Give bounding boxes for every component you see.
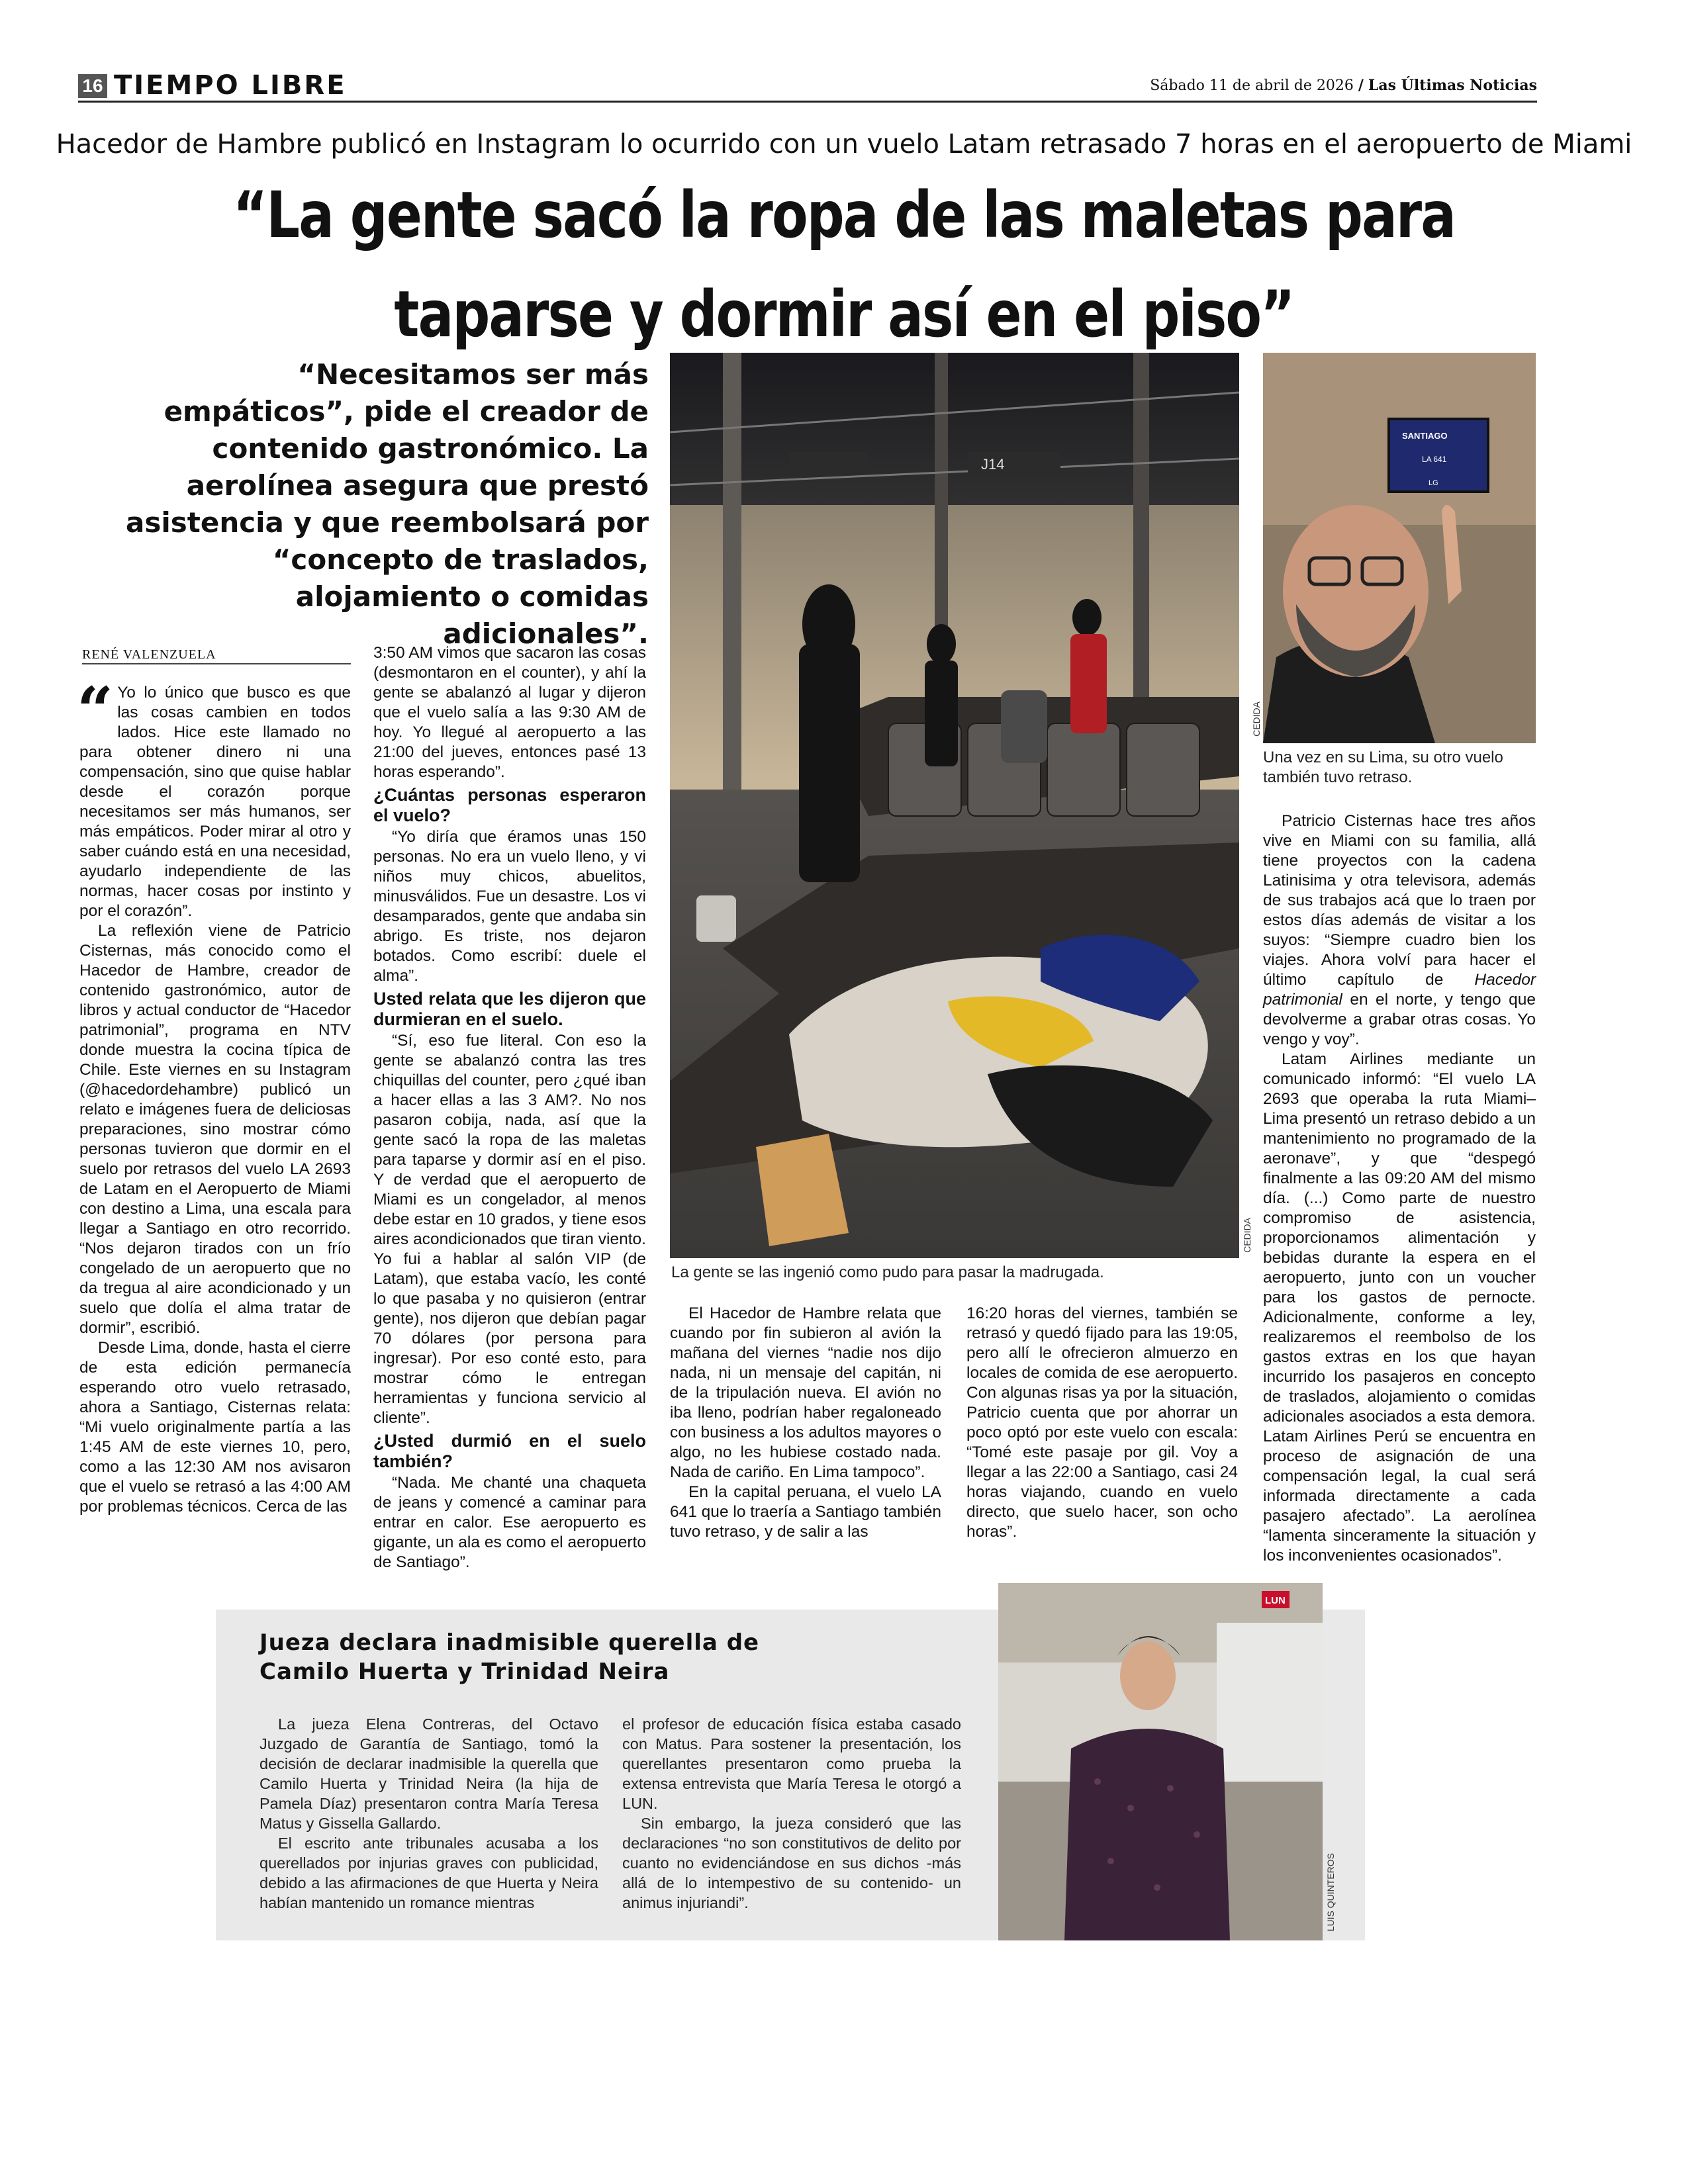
column2-paragraph-4: “Nada. Me chanté una chaqueta de jeans y comencé a caminar para entrar en calor. Ese aeropuerto es gigante, un ala es como el aeropuerto de Santiago”.: [373, 1474, 646, 1571]
column5-p1-end: en el norte, y tengo que devolverme a grabar otras cosas. Yo vengo y voy”.: [1263, 991, 1536, 1048]
article-column-3: [670, 1304, 941, 1542]
article-headline: [104, 165, 1584, 364]
screen-brand: LG: [1429, 479, 1438, 487]
opening-quote-mark: “: [77, 673, 114, 748]
lun-logo: LUN: [1265, 1595, 1286, 1606]
sidebar-title-line-1: Jueza declara inadmisible querella de: [259, 1629, 760, 1656]
article-column-5: [1263, 811, 1536, 1566]
airport-scene: [670, 353, 1239, 1258]
issue-date: Sábado 11 de abril de 2026: [1150, 77, 1354, 94]
sidebar-title-line-2: Camilo Huerta y Trinidad Neira: [259, 1659, 670, 1685]
column2-paragraph-2: “Yo diría que éramos unas 150 personas. No era un vuelo lleno, y vi niños muy chicos, abuelitos, minusválidos. Fue un desastre. Los vi desamparados, gente que andaba sin abrigo. Es triste, nos dejaron botados. Como escribí: duele el alma”.: [373, 828, 646, 985]
selfie-photo-credit: CEDIDA: [1251, 702, 1262, 737]
sidebar-photo: [998, 1583, 1323, 1940]
column3-paragraph-1: El Hacedor de Hambre relata que cuando por fin subieron al avión la mañana del viernes “nadie nos dijo nada, ni un mensaje del capitán, ni de la tripulación nueva. El avión no iba lleno, podrían haber regaloneado con business a los adultos mayores o algo, no les hubiese costado nada. Nada de cariño. En Lima tampoco”.: [670, 1304, 941, 1481]
column3-paragraph-2: En la capital peruana, el vuelo LA 641 que lo traería a Santiago también tuvo retraso, y de salir a las: [670, 1483, 941, 1541]
column5-p1-text: Patricio Cisternas hace tres años vive en Miami con su familia, allá tiene proyectos con la cadena Latinisima y otra televisora, además de sus trabajos acá que lo traen por estos días además de visitar a los suyos: “Siempre cuadro bien los viajes. Ahora volví para hacer el último capítulo de: [1263, 812, 1536, 989]
airport-photo: [670, 353, 1239, 1258]
sidebar-paragraph-1: La jueza Elena Contreras, del Octavo Juzgado de Garantía de Santiago, tomó la decisión de declarar inadmisible la querella que Camilo Huerta y Trinidad Neira (la hija de Pamela Díaz) presentaron contra María Teresa Matus y Gissella Gallardo.: [259, 1715, 598, 1832]
dateline-separator: /: [1358, 77, 1364, 94]
article-column-4: [966, 1304, 1238, 1542]
sidebar-scene: [998, 1583, 1323, 1940]
airport-photo-caption: La gente se las ingenió como pudo para pasar la madrugada.: [671, 1263, 1104, 1281]
column2-paragraph-3: “Sí, eso fue literal. Con eso la gente se abalanzó contra las tres chiquillas del counter, pero ¿qué iban a hacer ellas a las 3 AM?. No nos pasaron cobija, nada, así que la gente sacó la ropa de las maletas para taparse y dormir así en el piso. Y de verdad que el aeropuerto de Miami es un congelador, al menos debe estar en 10 grados, y tiene esos aires acondicionados que tiran viento. Yo fui a hablar al salón VIP (de Latam), que estaba vacío, les conté lo que pasaba y no quisieron (entrar gente), nos dijeron que debían pagar 70 dólares (por persona para ingresar). Por eso conté esto, para mostrar cómo le entregan herramientas y funciona servicio al cliente”.: [373, 1032, 646, 1427]
column1-p1-text: Yo lo único que busco es que las cosas cambien en todos lados. Hice este llamado no para obtener dinero ni una compensación, sino que quise hablar desde el corazón porque necesitamos ser más humanos, ser más empáticos. Poder mirar al otro y saber cuándo está en una necesidad, ayudarlo independiente de las normas, hacer cosas por instinto y por el corazón”.: [79, 684, 351, 920]
article-column-1: [77, 673, 351, 1517]
byline-rule: [82, 663, 351, 664]
question-3: ¿Usted durmió en el suelo también?: [373, 1431, 646, 1471]
newspaper-name: Las Últimas Noticias: [1368, 77, 1537, 94]
headline-line-1: “La gente sacó la ropa de las maletas para: [233, 178, 1455, 252]
gate-sign: J14: [981, 456, 1005, 473]
program-title: Hacedor patrimonial: [1263, 971, 1536, 1009]
article-deck: “Necesitamos ser más empáticos”, pide el creador de contenido gastronómico. La aerolínea asegura que prestó asistencia y que reembolsará por “concepto de traslados, alojamiento o comidas adicionales”.: [126, 358, 649, 650]
article-column-2: [373, 643, 646, 1572]
dateline: [1150, 77, 1537, 94]
sidebar-paragraph-4: Sin embargo, la jueza consideró que las declaraciones “no son constitutivos de delito por cuanto no evidenciándose en sus dichos -más allá de lo intempestivo de su contenido- un animus injuriandi”.: [622, 1815, 961, 1911]
column5-paragraph-2: Latam Airlines mediante un comunicado informó: “El vuelo LA 2693 que operaba la ruta Miami–Lima presentó un retraso debido a un mantenimiento no programado de la aeronave”, y que “despegó finalmente a las 09:20 AM del mismo día. (...) Como parte de nuestro compromiso de asistencia, proporcionamos alimentación y bebidas durante la espera en el aeropuerto, junto con un voucher para los gastos de pernocte. Adicionalmente, conforme a ley, realizaremos el reembolso de los gastos extras en los que hayan incurrido los pasajeros en concepto de traslados, alojamiento o comidas adicionales asociados a esta demora. Latam Airlines Perú se encuentra en proceso de asignación de una compensación legal, la cual será informada directamente a cada pasajero afectado”. La aerolínea “lamenta sinceramente la situación y los inconvenientes ocasionados”.: [1263, 1050, 1536, 1565]
selfie-photo-caption: Una vez en su Lima, su otro vuelo también tuvo retraso.: [1263, 749, 1503, 786]
page-number: 16: [78, 74, 107, 98]
sidebar-paragraph-2: El escrito ante tribunales acusaba a los querellados por injurias graves con publicidad, debido a las afirmaciones de que Huerta y Neira habían mantenido un romance mientras: [259, 1835, 598, 1911]
sidebar-paragraph-3: el profesor de educación física estaba casado con Matus. Para sostener la presentación, los querellantes presentaron como prueba la extensa entrevista que María Teresa le otorgó a LUN.: [622, 1715, 961, 1812]
column2-paragraph-1: 3:50 AM vimos que sacaron las cosas (desmontaron en el counter), y ahí la gente se abalanzó al lugar y dijeron que el vuelo salía a las 9:30 AM de hoy. Yo llegué al aeropuerto a las 21:00 del jueves, entonces pasé 13 horas esperando”.: [373, 644, 646, 781]
header-rule: [78, 101, 1537, 103]
selfie-scene: [1263, 353, 1536, 743]
byline: RENÉ VALENZUELA: [82, 647, 216, 662]
section-title: TIEMPO LIBRE: [114, 70, 347, 101]
column5-paragraph-1: [1263, 811, 1536, 1050]
column4-paragraph-1: 16:20 horas del viernes, también se retrasó y quedó fijado para las 19:05, pero allí le ofrecieron almuerzo en locales de comida de ese aeropuerto. Con algunas risas ya por la situación, Patricio cuenta que por ahorrar un poco optó por este vuelo con escala: “Tomé este pasaje por gil. Voy a llegar a las 22:00 a Santiago, casi 24 horas viajando, cuando en vuelo directo, que suelo hacer, son ocho horas”.: [966, 1304, 1238, 1541]
screen-destination: SANTIAGO: [1402, 431, 1448, 441]
sidebar-title: [259, 1628, 759, 1686]
column1-paragraph-2: La reflexión viene de Patricio Cisternas, más conocido como el Hacedor de Hambre, creador de contenido gastronómico, autor de libros y actual conductor de “Hacedor patrimonial”, programa en NTV donde muestra la cocina típica de Chile. Este viernes en su Instagram (@hacedordehambre) publicó un relato e imágenes fuera de deliciosas preparaciones, sino mostrar cómo personas tuvieron que dormir en el suelo por retrasos del vuelo LA 2693 de Latam en el Aeropuerto de Miami con destino a Lima, una escala para llegar a Santiago en otro recorrido. “Nos dejaron tirados con un frío congelado de un aeropuerto que no da tregua al aire acondicionado y un suelo que dolía el alma tratar de dormir”, escribió.: [79, 922, 351, 1337]
question-1: ¿Cuántas personas esperaron el vuelo?: [373, 785, 646, 825]
sidebar-column-1: [259, 1714, 598, 1913]
article-kicker: Hacedor de Hambre publicó en Instagram lo ocurrido con un vuelo Latam retrasado 7 horas en el aeropuerto de Miami: [56, 129, 1632, 159]
sidebar-column-2: [622, 1714, 961, 1913]
airport-photo-credit: CEDIDA: [1242, 1218, 1252, 1253]
column1-paragraph-1: [77, 673, 351, 921]
column1-paragraph-3: Desde Lima, donde, hasta el cierre de esta edición permanecía esperando otro vuelo retrasado, ahora a Santiago, Cisternas relata: “Mi vuelo originalmente partía a las 1:45 AM de este viernes 10, pero, como a las 12:30 AM nos avisaron que el vuelo se retrasó a las 4:00 AM por problemas técnicos. Cerca de las: [79, 1339, 351, 1516]
selfie-photo: [1263, 353, 1536, 743]
sidebar-photo-credit: LUIS QUINTEROS: [1325, 1853, 1336, 1932]
headline-line-2: taparse y dormir así en el piso”: [394, 277, 1294, 351]
question-2: Usted relata que les dijeron que durmieran en el suelo.: [373, 989, 646, 1029]
screen-flight: LA 641: [1422, 455, 1447, 464]
